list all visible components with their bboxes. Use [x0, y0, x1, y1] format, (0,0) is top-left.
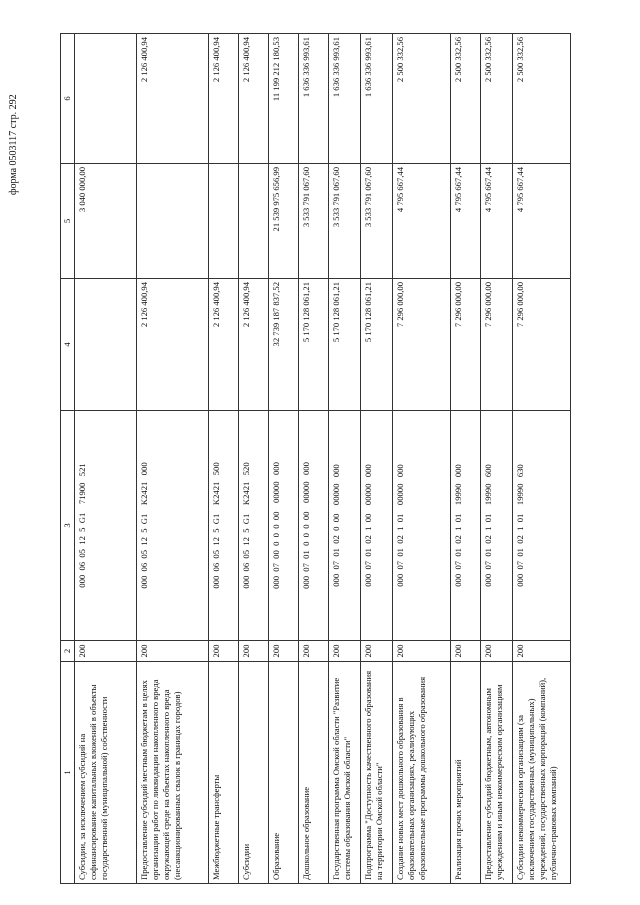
table-row	[269, 34, 299, 884]
row-executed: 21 539 975 656,99	[269, 164, 299, 279]
row-budget-code: 000 07 00 0 0 0 00 00000 000	[269, 411, 299, 641]
header-row	[61, 34, 75, 884]
column-header: 6	[61, 34, 75, 164]
row-unexecuted: 11 199 212 180,53	[269, 34, 299, 164]
row-line-code: 200	[239, 641, 269, 662]
row-line-code: 200	[361, 641, 393, 662]
row-executed: 4 795 667,44	[393, 164, 451, 279]
row-name: Дошкольное образование	[299, 662, 329, 884]
row-unexecuted: 1 636 336 993,61	[299, 34, 329, 164]
column-header: 5	[61, 164, 75, 279]
row-executed: 3 533 791 067,60	[329, 164, 361, 279]
row-executed	[239, 164, 269, 279]
form-label-text: форма 0503117 стр. 292	[8, 94, 19, 195]
column-header: 3	[61, 411, 75, 641]
row-approved: 7 296 000,00	[513, 279, 571, 411]
row-name: Образование	[269, 662, 299, 884]
row-name: Реализация прочих мероприятий	[451, 662, 481, 884]
row-executed	[209, 164, 239, 279]
row-executed	[137, 164, 209, 279]
row-unexecuted: 2 500 332,56	[513, 34, 571, 164]
report-sheet	[60, 34, 600, 884]
row-unexecuted: 2 126 400,94	[209, 34, 239, 164]
row-budget-code: 000 07 01 02 0 00 00000 000	[329, 411, 361, 641]
row-unexecuted: 2 500 332,56	[481, 34, 513, 164]
table-row	[239, 34, 269, 884]
row-name: Предоставление субсидий местным бюджетам в целях организации работ по ликвидации накопленного вреда окружающей среде на объектах накопленного вреда (несанкционированных свалок в границах городов)	[137, 662, 209, 884]
row-budget-code: 000 06 05 12 5 G1 K2421 000	[137, 411, 209, 641]
row-name: Государственная программа Омской области "Развитие системы образования Омской области"	[329, 662, 361, 884]
row-line-code: 200	[75, 641, 137, 662]
row-approved: 5 170 128 061,21	[299, 279, 329, 411]
row-approved: 2 126 400,94	[209, 279, 239, 411]
row-approved: 32 739 187 837,52	[269, 279, 299, 411]
row-unexecuted	[75, 34, 137, 164]
budget-table	[60, 33, 571, 884]
table-row	[75, 34, 137, 884]
row-unexecuted: 2 500 332,56	[451, 34, 481, 164]
row-approved: 5 170 128 061,21	[329, 279, 361, 411]
row-approved: 2 126 400,94	[239, 279, 269, 411]
row-line-code: 200	[269, 641, 299, 662]
row-line-code: 200	[481, 641, 513, 662]
row-budget-code: 000 07 01 0 0 0 00 00000 000	[299, 411, 329, 641]
row-budget-code: 000 06 05 12 5 G1 71900 521	[75, 411, 137, 641]
row-line-code: 200	[209, 641, 239, 662]
table-row	[481, 34, 513, 884]
row-approved: 7 296 000,00	[481, 279, 513, 411]
row-approved: 5 170 128 061,21	[361, 279, 393, 411]
row-unexecuted: 1 636 336 993,61	[329, 34, 361, 164]
row-line-code: 200	[299, 641, 329, 662]
row-executed: 4 795 667,44	[451, 164, 481, 279]
row-name: Субсидии	[239, 662, 269, 884]
row-unexecuted: 1 636 336 993,61	[361, 34, 393, 164]
column-header: 1	[61, 662, 75, 884]
row-name: Подпрограмма "Доступность качественного образования на территории Омской области"	[361, 662, 393, 884]
row-executed: 4 795 667,44	[481, 164, 513, 279]
row-executed: 4 795 667,44	[513, 164, 571, 279]
row-line-code: 200	[513, 641, 571, 662]
table-row	[393, 34, 451, 884]
column-header: 4	[61, 279, 75, 411]
table-row	[451, 34, 481, 884]
table-body	[75, 34, 571, 884]
row-approved: 7 296 000,00	[451, 279, 481, 411]
row-line-code: 200	[451, 641, 481, 662]
row-name: Субсидии некоммерческим организациям (за исключением государственных (муниципальных) учреждений, государственных корпораций (компаний), публично-правовых компаний)	[513, 662, 571, 884]
row-budget-code: 000 06 05 12 5 G1 K2421 500	[209, 411, 239, 641]
row-budget-code: 000 06 05 12 5 G1 K2421 520	[239, 411, 269, 641]
row-budget-code: 000 07 01 02 1 01 19990 600	[481, 411, 513, 641]
table-row	[513, 34, 571, 884]
column-header: 2	[61, 641, 75, 662]
row-budget-code: 000 07 01 02 1 01 19990 000	[451, 411, 481, 641]
row-approved: 7 296 000,00	[393, 279, 451, 411]
row-unexecuted: 2 126 400,94	[137, 34, 209, 164]
row-unexecuted: 2 500 332,56	[393, 34, 451, 164]
row-line-code: 200	[393, 641, 451, 662]
row-name: Субсидии, за исключением субсидий на софинансирование капитальных вложений в объекты государственной (муниципальной) собственности	[75, 662, 137, 884]
table-row	[329, 34, 361, 884]
row-budget-code: 000 07 01 02 1 01 00000 000	[393, 411, 451, 641]
table-row	[361, 34, 393, 884]
row-name: Предоставление субсидий бюджетным, автономным учреждениям и иным некоммерческим организациям	[481, 662, 513, 884]
form-label	[0, 0, 28, 905]
row-approved: 2 126 400,94	[137, 279, 209, 411]
table-row	[209, 34, 239, 884]
row-line-code: 200	[329, 641, 361, 662]
row-executed: 3 533 791 067,60	[299, 164, 329, 279]
row-approved	[75, 279, 137, 411]
table-row	[299, 34, 329, 884]
row-budget-code: 000 07 01 02 1 00 00000 000	[361, 411, 393, 641]
row-unexecuted: 2 126 400,94	[239, 34, 269, 164]
row-line-code: 200	[137, 641, 209, 662]
row-executed: 3 040 000,00	[75, 164, 137, 279]
row-name: Межбюджетные трансферты	[209, 662, 239, 884]
row-name: Создание новых мест дошкольного образования в образовательных организациях, реализующих образовательные программы дошкольного образования	[393, 662, 451, 884]
row-budget-code: 000 07 01 02 1 01 19990 630	[513, 411, 571, 641]
table-row	[137, 34, 209, 884]
row-executed: 3 533 791 067,60	[361, 164, 393, 279]
